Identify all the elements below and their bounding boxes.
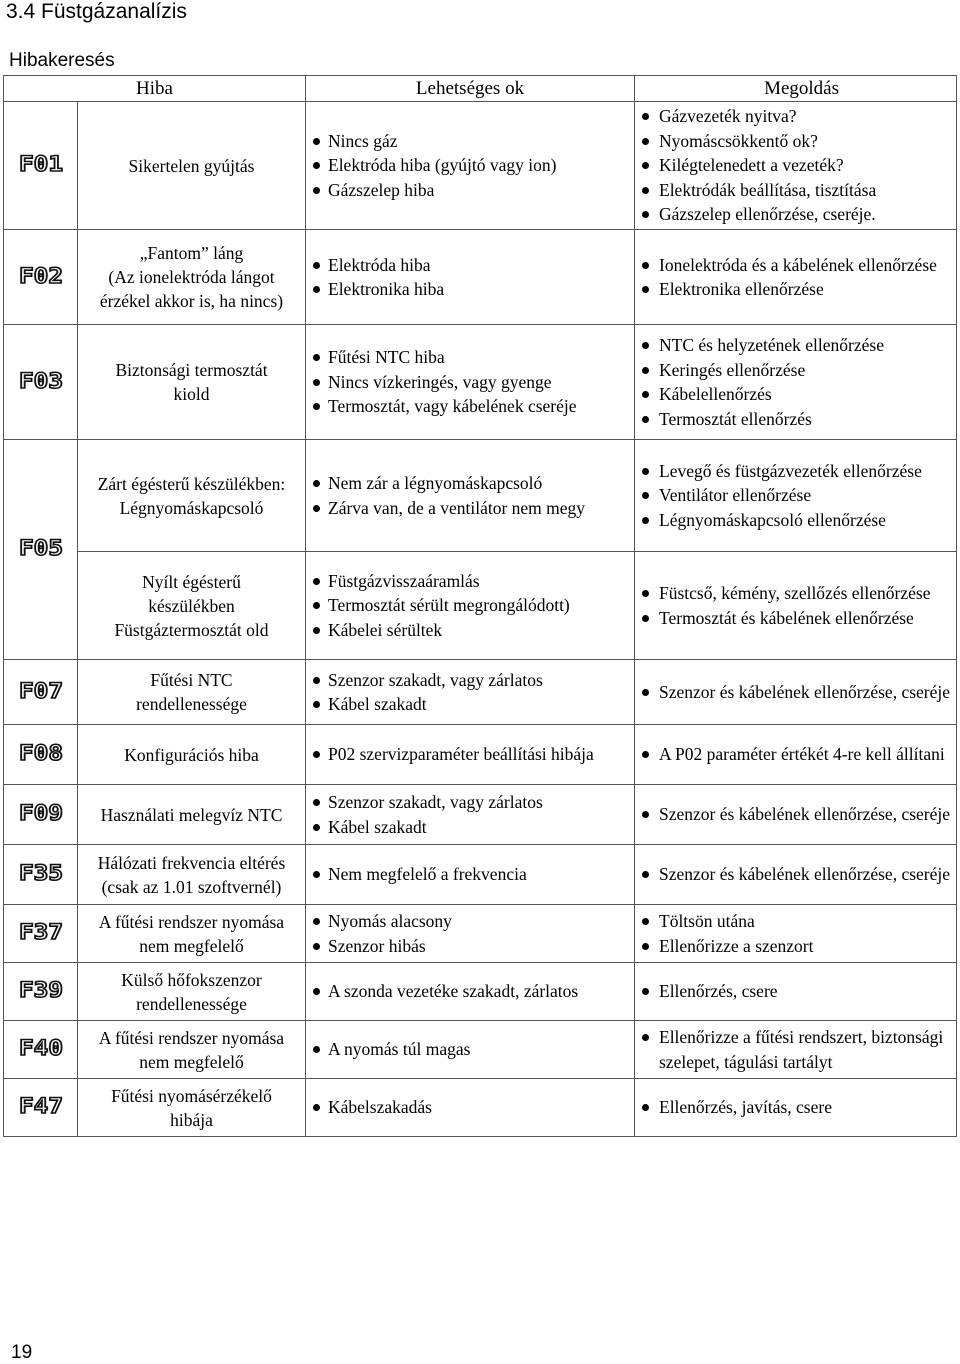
fault-description-line: Külső hőfokszenzor (121, 969, 262, 990)
possible-cause-cell (306, 785, 635, 845)
table-row (4, 963, 957, 1021)
solution-item: Levegő és füstgázvezeték ellenőrzése (639, 459, 952, 484)
error-code-text: F39 (18, 978, 63, 1002)
possible-cause-item: Nem zár a légnyomáskapcsoló (310, 471, 630, 496)
solution-item: Gázszelep ellenőrzése, cseréje. (639, 202, 952, 227)
error-code-cell (4, 660, 78, 725)
error-code-display-icon (17, 857, 65, 887)
solution-item: Kábelellenőrzés (639, 382, 952, 407)
possible-cause-item: Kábel szakadt (310, 815, 630, 840)
error-code-text: F07 (18, 678, 63, 703)
error-code-text: F01 (18, 152, 63, 176)
solution-list (639, 979, 952, 1004)
section-title: 3.4 Füstgázanalízis (6, 0, 187, 23)
table-row (4, 102, 957, 230)
error-code-text: F47 (18, 1094, 63, 1118)
table-row (4, 552, 957, 660)
fault-description-line: Fűtési nyomásérzékelő (111, 1085, 272, 1106)
possible-cause-item: P02 szervizparaméter beállítási hibája (310, 742, 630, 767)
error-code-text: F37 (18, 920, 63, 944)
solution-item: Ventilátor ellenőrzése (639, 483, 952, 508)
fault-description-line: hibája (170, 1109, 213, 1130)
error-code-display-icon (17, 148, 65, 178)
table-row (4, 1021, 957, 1079)
fault-description-line: nem megfelelő (139, 1051, 244, 1072)
header-megoldas: Megoldás (635, 76, 957, 102)
possible-cause-item: Szenzor szakadt, vagy zárlatos (310, 668, 630, 693)
error-code-display-icon (17, 974, 65, 1004)
fault-description-line: „Fantom” láng (139, 243, 244, 263)
error-code-cell (4, 1021, 78, 1079)
solution-item: Szenzor és kábelének ellenőrzése, cseréje (639, 862, 952, 887)
fault-description-line: rendellenessége (136, 993, 247, 1014)
fault-description-cell (78, 1021, 306, 1079)
error-code-text: F35 (18, 861, 63, 885)
possible-cause-list (310, 1037, 630, 1062)
solution-cell (635, 905, 957, 963)
possible-cause-item: Fűtési NTC hiba (310, 345, 630, 370)
solution-list (639, 680, 952, 705)
possible-cause-cell (306, 1079, 635, 1137)
solution-list (639, 802, 952, 827)
error-code-cell (4, 1079, 78, 1137)
error-code-display-icon (17, 916, 65, 946)
error-code-cell (4, 725, 78, 785)
error-code-display-icon (17, 1090, 65, 1120)
table-row (4, 905, 957, 963)
solution-item: Ellenőrizze a fűtési rendszert, biztonsági szelepet, tágulási tartályt (639, 1025, 952, 1074)
solution-item: Nyomáscsökkentő ok? (639, 129, 952, 154)
possible-cause-cell (306, 102, 635, 230)
fault-description-line: érzékel akkor is, ha nincs) (99, 291, 284, 311)
error-code-text: F05 (18, 536, 63, 560)
possible-cause-list (310, 909, 630, 958)
error-code-display-icon (17, 532, 65, 562)
fault-description-cell (78, 102, 306, 230)
error-code-cell (4, 230, 78, 325)
error-code-text: F09 (18, 801, 63, 825)
fault-description-line: Konfigurációs hiba (124, 744, 259, 765)
solution-item: Gázvezeték nyitva? (639, 104, 952, 129)
solution-cell (635, 325, 957, 440)
possible-cause-item: Szenzor szakadt, vagy zárlatos (310, 790, 630, 815)
possible-cause-list (310, 129, 630, 203)
solution-cell (635, 230, 957, 325)
error-code-display-icon (17, 675, 65, 705)
possible-cause-item: Kábel szakadt (310, 692, 630, 717)
possible-cause-cell (306, 1021, 635, 1079)
header-lehetseges-ok: Lehetséges ok (306, 76, 635, 102)
possible-cause-item: Kábelszakadás (310, 1095, 630, 1120)
error-code-cell (4, 440, 78, 660)
fault-description-cell (78, 963, 306, 1021)
possible-cause-item: Termosztát, vagy kábelének cseréje (310, 394, 630, 419)
solution-item: Szenzor és kábelének ellenőrzése, cseréje (639, 802, 952, 827)
header-hiba: Hiba (4, 76, 306, 102)
table-row (4, 325, 957, 440)
fault-description-cell (78, 325, 306, 440)
possible-cause-list (310, 471, 630, 520)
solution-item: Elektronika ellenőrzése (639, 277, 952, 302)
error-code-cell (4, 845, 78, 905)
error-code-display-icon (17, 797, 65, 827)
possible-cause-list (310, 862, 630, 887)
possible-cause-item: Szenzor hibás (310, 934, 630, 959)
possible-cause-item: Elektronika hiba (310, 277, 630, 302)
possible-cause-list (310, 345, 630, 419)
possible-cause-cell (306, 440, 635, 552)
fault-description-line: Nyílt égésterű (142, 571, 241, 592)
solution-item: Termosztát ellenőrzés (639, 407, 952, 432)
fault-description-line: Használati melegvíz NTC (100, 804, 283, 825)
fault-description-line: Hálózati frekvencia eltérés (97, 852, 286, 873)
fault-description-line: készülékben (148, 595, 235, 616)
fault-description-cell (78, 660, 306, 725)
possible-cause-item: Gázszelep hiba (310, 178, 630, 203)
error-code-cell (4, 963, 78, 1021)
solution-item: A P02 paraméter értékét 4-re kell állítani (639, 742, 952, 767)
possible-cause-item: A szonda vezetéke szakadt, zárlatos (310, 979, 630, 1004)
possible-cause-item: Termosztát sérült megrongálódott) (310, 593, 630, 618)
solution-cell (635, 440, 957, 552)
error-code-display-icon (17, 365, 65, 395)
solution-item: Ionelektróda és a kábelének ellenőrzése (639, 253, 952, 278)
fault-description-line: Fűtési NTC (150, 670, 233, 690)
error-code-cell (4, 102, 78, 230)
fault-description-line: Biztonsági termosztát (115, 360, 268, 380)
subtitle: Hibakeresés (9, 50, 115, 71)
solution-item: NTC és helyzetének ellenőrzése (639, 333, 952, 358)
possible-cause-cell (306, 905, 635, 963)
troubleshooting-table (3, 75, 957, 1137)
fault-description-line: Füstgáztermosztát old (114, 619, 269, 640)
table-row (4, 845, 957, 905)
error-code-cell (4, 905, 78, 963)
solution-cell (635, 725, 957, 785)
solution-list (639, 333, 952, 431)
solution-item: Elektródák beállítása, tisztítása (639, 178, 952, 203)
solution-cell (635, 785, 957, 845)
possible-cause-cell (306, 725, 635, 785)
possible-cause-item: Elektróda hiba (310, 253, 630, 278)
solution-item: Szenzor és kábelének ellenőrzése, cseréje (639, 680, 952, 705)
possible-cause-list (310, 979, 630, 1004)
error-code-text: F03 (18, 368, 63, 393)
solution-item: Füstcső, kémény, szellőzés ellenőrzése (639, 581, 952, 606)
table-header-row (4, 76, 957, 102)
page-number: 19 (11, 1342, 33, 1363)
solution-item: Kilégtelenedett a vezeték? (639, 153, 952, 178)
fault-description-cell (78, 230, 306, 325)
possible-cause-list (310, 253, 630, 302)
solution-list (639, 1095, 952, 1120)
fault-description-cell (78, 785, 306, 845)
possible-cause-list (310, 569, 630, 643)
solution-list (639, 909, 952, 958)
possible-cause-item: Zárva van, de a ventilátor nem megy (310, 496, 630, 521)
solution-cell (635, 963, 957, 1021)
table-row (4, 230, 957, 325)
fault-description-cell (78, 440, 306, 552)
solution-item: Ellenőrzés, javítás, csere (639, 1095, 952, 1120)
solution-item: Légnyomáskapcsoló ellenőrzése (639, 508, 952, 533)
fault-description-line: A fűtési rendszer nyomása (98, 911, 285, 932)
fault-description-line: kiold (173, 384, 210, 404)
solution-cell (635, 845, 957, 905)
possible-cause-item: Füstgázvisszaáramlás (310, 569, 630, 594)
fault-description-cell (78, 1079, 306, 1137)
solution-item: Ellenőrizze a szenzort (639, 934, 952, 959)
error-code-display-icon (17, 1032, 65, 1062)
solution-item: Töltsön utána (639, 909, 952, 934)
possible-cause-cell (306, 230, 635, 325)
solution-list (639, 104, 952, 227)
fault-description-line: (Az ionelektróda lángot (108, 267, 275, 287)
fault-description-line: Sikertelen gyújtás (128, 155, 255, 176)
solution-cell (635, 660, 957, 725)
possible-cause-item: Nyomás alacsony (310, 909, 630, 934)
table-body (4, 102, 957, 1137)
fault-description-line: A fűtési rendszer nyomása (98, 1027, 285, 1048)
solution-cell (635, 1079, 957, 1137)
possible-cause-item: Nincs gáz (310, 129, 630, 154)
table-row (4, 1079, 957, 1137)
possible-cause-cell (306, 660, 635, 725)
possible-cause-cell (306, 963, 635, 1021)
possible-cause-list (310, 1095, 630, 1120)
possible-cause-list (310, 742, 630, 767)
error-code-text: F40 (18, 1036, 63, 1060)
fault-description-line: nem megfelelő (139, 935, 244, 956)
solution-cell (635, 1021, 957, 1079)
solution-cell (635, 552, 957, 660)
error-code-display-icon (17, 737, 65, 767)
solution-item: Termosztát és kábelének ellenőrzése (639, 606, 952, 631)
solution-item: Ellenőrzés, csere (639, 979, 952, 1004)
solution-list (639, 459, 952, 533)
fault-description-line: (csak az 1.01 szoftvernél) (101, 876, 282, 897)
possible-cause-item: Kábelei sérültek (310, 618, 630, 643)
solution-item: Keringés ellenőrzése (639, 358, 952, 383)
table-row (4, 725, 957, 785)
error-code-display-icon (17, 260, 65, 290)
fault-description-line: Légnyomáskapcsoló (119, 497, 264, 518)
error-code-cell (4, 325, 78, 440)
table-row (4, 660, 957, 725)
fault-description-cell (78, 552, 306, 660)
possible-cause-list (310, 668, 630, 717)
possible-cause-list (310, 790, 630, 839)
table-row (4, 440, 957, 552)
solution-list (639, 1025, 952, 1074)
solution-cell (635, 102, 957, 230)
error-code-cell (4, 785, 78, 845)
fault-description-cell (78, 905, 306, 963)
possible-cause-cell (306, 325, 635, 440)
fault-description-line: Zárt égésterű készülékben: (97, 473, 286, 494)
solution-list (639, 253, 952, 302)
possible-cause-cell (306, 845, 635, 905)
fault-description-line: rendellenessége (136, 694, 247, 714)
solution-list (639, 862, 952, 887)
possible-cause-cell (306, 552, 635, 660)
error-code-text: F08 (18, 741, 63, 765)
fault-description-cell (78, 845, 306, 905)
possible-cause-item: A nyomás túl magas (310, 1037, 630, 1062)
table-row (4, 785, 957, 845)
possible-cause-item: Nincs vízkeringés, vagy gyenge (310, 370, 630, 395)
fault-description-cell (78, 725, 306, 785)
possible-cause-item: Nem megfelelő a frekvencia (310, 862, 630, 887)
error-code-text: F02 (18, 263, 63, 288)
possible-cause-item: Elektróda hiba (gyújtó vagy ion) (310, 153, 630, 178)
solution-list (639, 581, 952, 630)
solution-list (639, 742, 952, 767)
